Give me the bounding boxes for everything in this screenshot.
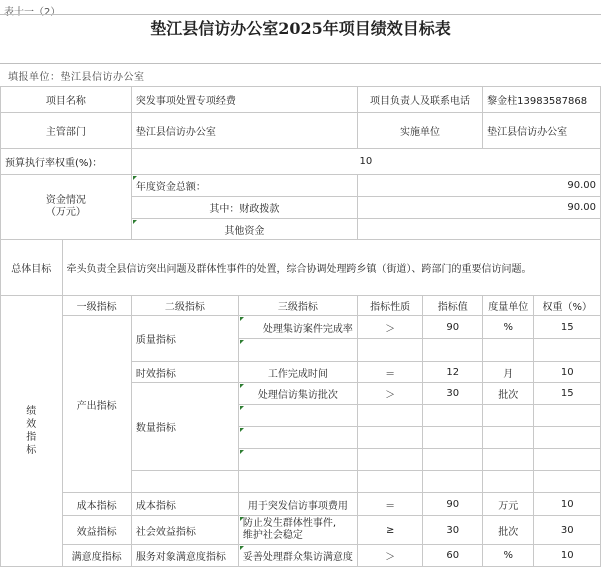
indicator-value: 90 xyxy=(423,493,483,516)
page-title: 垫江县信访办公室2025年项目绩效目标表 xyxy=(150,19,451,38)
empty-cell xyxy=(238,471,357,493)
quality-indicator: 质量指标 xyxy=(131,316,238,362)
funds-other-label: 其他资金 xyxy=(131,219,357,240)
indicator-nature: ＝ xyxy=(357,362,422,383)
benefit-indicator: 效益指标 xyxy=(62,516,131,545)
indicator-weight: 15 xyxy=(534,316,601,339)
empty-cell xyxy=(423,471,483,493)
empty-cell xyxy=(357,449,422,471)
indicator-value: 30 xyxy=(423,516,483,545)
perf-label-char: 效 xyxy=(26,419,37,430)
empty-cell xyxy=(238,427,357,449)
funds-label-line2: （万元） xyxy=(45,207,86,218)
goal-text: 牵头负责全县信访突出问题及群体性事件的处置，综合协调处理跨乡镇（街道）、跨部门的重要信访问题。 xyxy=(62,240,600,296)
funds-other-value xyxy=(357,219,600,240)
indicator-unit: 批次 xyxy=(483,383,534,405)
budget-rate-value: 10 xyxy=(131,149,600,175)
target-table xyxy=(0,86,601,567)
impl-value: 垫江县信访办公室 xyxy=(483,113,601,149)
owner-value: 黎金柱13983587868 xyxy=(483,87,601,113)
indicator-l3: 用于突发信访事项费用 xyxy=(238,493,357,516)
col-header-l3: 三级指标 xyxy=(238,296,357,316)
empty-cell xyxy=(357,427,422,449)
col-header-value: 指标值 xyxy=(423,296,483,316)
indicator-weight: 15 xyxy=(534,383,601,405)
indicator-unit: 批次 xyxy=(483,516,534,545)
empty-cell xyxy=(357,471,422,493)
indicator-l3: 处理信访集访批次 xyxy=(238,383,357,405)
indicator-l3: 处理集访案件完成率 xyxy=(238,316,357,339)
indicator-l3: 工作完成时间 xyxy=(238,362,357,383)
indicator-weight: 10 xyxy=(534,493,601,516)
output-indicator: 产出指标 xyxy=(62,316,131,493)
col-header-unit: 度量单位 xyxy=(483,296,534,316)
project-name: 突发事项处置专项经费 xyxy=(131,87,357,113)
col-header-l1: 一级指标 xyxy=(62,296,131,316)
cost-indicator-l2: 成本指标 xyxy=(131,493,238,516)
empty-cell xyxy=(357,339,422,362)
funds-fiscal-value: 90.00 xyxy=(357,197,600,219)
empty-cell xyxy=(483,427,534,449)
empty-cell xyxy=(483,405,534,427)
performance-sheet xyxy=(0,86,601,567)
col-header-nature: 指标性质 xyxy=(357,296,422,316)
indicator-value: 60 xyxy=(423,545,483,567)
empty-cell xyxy=(131,471,238,493)
empty-cell xyxy=(238,449,357,471)
funds-label xyxy=(1,175,132,240)
indicator-value: 30 xyxy=(423,383,483,405)
cost-indicator: 成本指标 xyxy=(62,493,131,516)
empty-cell xyxy=(238,405,357,427)
satisfaction-indicator: 满意度指标 xyxy=(62,545,131,567)
indicator-value: 90 xyxy=(423,316,483,339)
perf-label xyxy=(1,296,63,567)
funds-fiscal-label: 其中：财政拨款 xyxy=(131,197,357,219)
empty-cell xyxy=(534,449,601,471)
indicator-nature: ＝ xyxy=(357,493,422,516)
indicator-nature: ＞ xyxy=(357,383,422,405)
indicator-l3 xyxy=(238,516,357,545)
owner-label: 项目负责人及联系电话 xyxy=(357,87,482,113)
indicator-nature: ＞ xyxy=(357,316,422,339)
perf-label-char: 标 xyxy=(26,445,37,456)
funds-total-value: 90.00 xyxy=(357,175,600,197)
satisfaction-indicator-l2: 服务对象满意度指标 xyxy=(131,545,238,567)
funds-label-line1: 资金情况 xyxy=(45,195,86,206)
empty-cell xyxy=(423,339,483,362)
table-number: 表十一（2） xyxy=(4,7,61,18)
empty-cell xyxy=(534,471,601,493)
impl-label: 实施单位 xyxy=(357,113,482,149)
perf-label-char: 绩 xyxy=(26,406,37,417)
indicator-weight: 10 xyxy=(534,545,601,567)
empty-cell xyxy=(534,405,601,427)
timeliness-indicator: 时效指标 xyxy=(131,362,238,383)
benefit-indicator-l2: 社会效益指标 xyxy=(131,516,238,545)
quantity-indicator: 数量指标 xyxy=(131,383,238,471)
indicator-unit: 月 xyxy=(483,362,534,383)
empty-cell xyxy=(357,405,422,427)
col-header-l2: 二级指标 xyxy=(131,296,238,316)
empty-cell xyxy=(483,449,534,471)
funds-total-label: 年度资金总额： xyxy=(131,175,357,197)
indicator-unit: % xyxy=(483,316,534,339)
empty-cell xyxy=(238,339,357,362)
indicator-l3-line1: 防止发生群体性事件, xyxy=(242,518,337,529)
dept-value: 垫江县信访办公室 xyxy=(131,113,357,149)
budget-rate-label: 预算执行率权重(%)： xyxy=(1,149,132,175)
indicator-l3-line2: 维护社会稳定 xyxy=(242,530,303,541)
empty-cell xyxy=(423,427,483,449)
col-header-weight: 权重（%） xyxy=(534,296,601,316)
indicator-unit: 万元 xyxy=(483,493,534,516)
project-name-label: 项目名称 xyxy=(1,87,132,113)
indicator-nature: ＞ xyxy=(357,545,422,567)
empty-cell xyxy=(483,339,534,362)
indicator-value: 12 xyxy=(423,362,483,383)
empty-cell xyxy=(483,471,534,493)
empty-cell xyxy=(534,339,601,362)
fill-unit: 填报单位：垫江县信访办公室 xyxy=(8,72,145,83)
dept-label: 主管部门 xyxy=(1,113,132,149)
goal-label: 总体目标 xyxy=(1,240,63,296)
empty-cell xyxy=(534,427,601,449)
perf-label-char: 指 xyxy=(26,432,37,443)
indicator-weight: 10 xyxy=(534,362,601,383)
indicator-nature: ≥ xyxy=(357,516,422,545)
indicator-l3: 妥善处理群众集访满意度 xyxy=(238,545,357,567)
empty-cell xyxy=(423,449,483,471)
indicator-unit: % xyxy=(483,545,534,567)
indicator-weight: 30 xyxy=(534,516,601,545)
empty-cell xyxy=(423,405,483,427)
